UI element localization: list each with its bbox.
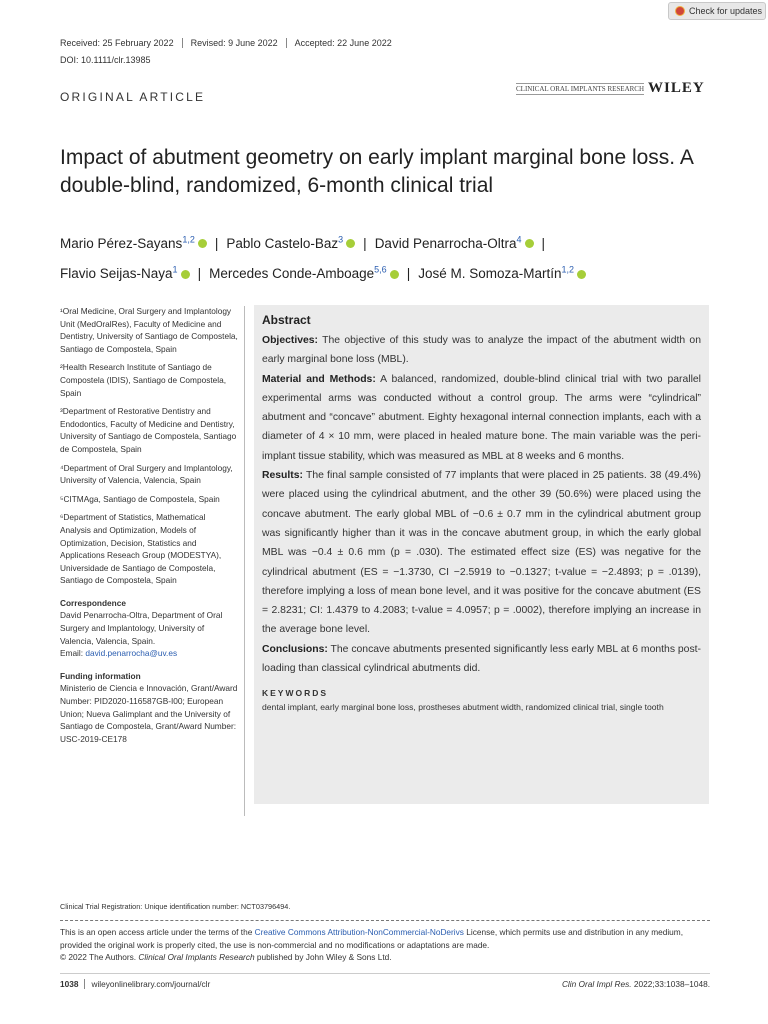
correspondence-heading: Correspondence xyxy=(60,597,126,608)
doi[interactable]: DOI: 10.1111/clr.13985 xyxy=(60,55,151,65)
abstract-body xyxy=(262,331,701,678)
affiliation: ¹Oral Medicine, Oral Surgery and Implantology Unit (MedOralRes), Faculty of Medicine and Dentistry, University of Santiago de Compostela, Santiago de Compostela, Spain xyxy=(60,306,238,354)
orcid-icon[interactable] xyxy=(346,239,355,248)
orcid-icon[interactable] xyxy=(525,239,534,248)
article-dates xyxy=(60,38,400,48)
affiliation: ⁴Department of Oral Surgery and Implantology, University of Valencia, Valencia, Spain xyxy=(60,462,233,486)
keywords-list: dental implant, early marginal bone loss, prostheses abutment width, randomized clinical trial, single tooth xyxy=(262,702,664,713)
abstract-heading: Abstract xyxy=(262,313,311,327)
license-text: This is an open access article under the terms of the Creative Commons Attribution-NonCommercial-NoDerivs License, which permits use and distribution in any medium, provided the original work is properly cited, the use is non-commercial and no modifications or adaptations are made. © 2022 The Authors. Clinical Oral Implants Research published by John Wiley & Sons Ltd. xyxy=(60,927,684,963)
article-type: ORIGINAL ARTICLE xyxy=(60,90,206,104)
keywords-heading: KEYWORDS xyxy=(262,688,329,699)
author[interactable]: Mario Pérez-Sayans$^{1,2}$ xyxy=(60,236,207,251)
orcid-icon[interactable] xyxy=(181,270,190,279)
abstract-box xyxy=(254,305,709,804)
email-link[interactable]: david.penarrocha@uv.es xyxy=(85,648,178,659)
citation: Clin Oral Impl Res. 2022;33:1038–1048. xyxy=(561,979,710,989)
column-divider xyxy=(244,306,245,816)
funding-text: Ministerio de Ciencia e Innovación, Grant/Award Number: PID2020-116587GB-I00; European Union; Nueva Galimplant and the University of Santiago de Compostela, Grant/Award Number: USC-2019-CE178 xyxy=(60,683,238,744)
affiliation: ³Department of Restorative Dentistry and Endodontics, Faculty of Medicine and Dentistry, University of Santiago de Compostela, Santiago de Compostela, Spain xyxy=(60,406,237,454)
affiliations-column xyxy=(60,305,238,751)
abstract-methods: Material and Methods: A balanced, randomized, double-blind clinical trial with two parallel experimental arms was conducted without a control group. The arms were “cylindrical” abutment and “concave” abutment. Eighty hexagonal internal connection implants, each with a diameter of 4 × 10 mm, were placed in healed mature bone. The main variable was the peri-implant tissue stability, which was measured as MBL at 8 weeks and 6 months. xyxy=(262,373,701,462)
footer-divider xyxy=(60,973,710,974)
dashed-divider xyxy=(60,920,710,921)
license-link[interactable]: Creative Commons Attribution-NonCommercial-NoDerivs xyxy=(254,927,464,937)
footer-left xyxy=(60,979,210,989)
received-date: Received: 25 February 2022 xyxy=(60,38,183,48)
affiliation: ⁶Department of Statistics, Mathematical Analysis and Optimization, Models of Optimization, Decision, Statistics and Applications Reseach Group (MODESTYA), Universidade de Santiago de Compostela, Santiago de Compostela, Spain xyxy=(60,512,222,586)
orcid-icon[interactable] xyxy=(198,239,207,248)
abstract-objectives: Objectives: The objective of this study was to analyze the impact of the abutment width on early marginal bone loss (MBL). xyxy=(262,335,701,366)
check-for-updates-label: Check for updates xyxy=(689,6,763,16)
revised-date: Revised: 9 June 2022 xyxy=(183,38,287,48)
affiliation: ⁵CITMAga, Santiago de Compostela, Spain xyxy=(60,493,220,504)
author[interactable]: Mercedes Conde-Amboage$^{5,6}$ xyxy=(209,266,399,281)
article-title: Impact of abutment geometry on early implant marginal bone loss. A double-blind, randomized, 6-month clinical trial xyxy=(60,146,693,197)
journal-website-link[interactable]: wileyonlinelibrary.com/journal/clr xyxy=(91,979,211,989)
abstract-results: Results: The final sample consisted of 77 implants that were placed in 25 patients. 38 (49.4%) were placed using the cylindrical abutment, and the other 39 (50.6%) were placed using the concave abutment. The early global MBL of −0.6 ± 0.7 mm in the cylindrical abutment group was significantly higher than it was in the concave abutment group, in which the early global MBL was −0.4 ± 0.6 mm (p = .030). The estimated effect size (ES) was negative for the cylindrical abutment (ES = −1.3730, CI −2.5919 to −0.1327; t-value = −2.4893; p = .0139), therefore implying a loss of mean bone level, and it was positive for the concave abutment (ES = 2.8231; CI: 1.4379 to 4.2083; t-value = 4.0957; p = .0002), therefore implying an increase in the average bone level. xyxy=(262,470,701,636)
author[interactable]: David Penarrocha-Oltra$^4$ xyxy=(375,236,534,251)
correspondence-email: Email: david.penarrocha@uv.es xyxy=(60,648,178,659)
author[interactable]: Flavio Seijas-Naya$^1$ xyxy=(60,266,190,281)
accepted-date: Accepted: 22 June 2022 xyxy=(294,38,392,48)
crossmark-icon xyxy=(675,6,685,16)
author[interactable]: José M. Somoza-Martín$^{1,2}$ xyxy=(418,266,586,281)
funding-heading: Funding information xyxy=(60,670,141,681)
author-list: Mario Pérez-Sayans$^{1,2}$ | Pablo Castelo-Baz$^3$ | David Penarrocha-Oltra$^4$ | Flavio Seijas-Naya$^1$ | Mercedes Conde-Amboage$^{5,6}$ | José M. Somoza-Martín$^{1,2}$ xyxy=(60,226,720,287)
abstract-conclusions: Conclusions: The concave abutments presented significantly less early MBL at 6 months post-loading than classical cylindrical abutments did. xyxy=(262,643,702,675)
author[interactable]: Pablo Castelo-Baz$^3$ xyxy=(226,236,355,251)
orcid-icon[interactable] xyxy=(577,270,586,279)
page-number: 1038 xyxy=(60,979,85,989)
journal-logo: CLINICAL ORAL IMPLANTS RESEARCH xyxy=(516,85,645,93)
trial-registration: Clinical Trial Registration: Unique identification number: NCT03796494. xyxy=(60,902,291,911)
wiley-logo: WILEY xyxy=(648,80,705,96)
affiliation: ²Health Research Institute of Santiago de Compostela (IDIS), Santiago de Compostela, Spain xyxy=(60,362,227,398)
check-for-updates-button[interactable] xyxy=(668,2,766,20)
correspondence-text: David Penarrocha-Oltra, Department of Oral Surgery and Implantology, University of Valencia, Valencia, Spain. xyxy=(60,610,223,646)
orcid-icon[interactable] xyxy=(390,270,399,279)
